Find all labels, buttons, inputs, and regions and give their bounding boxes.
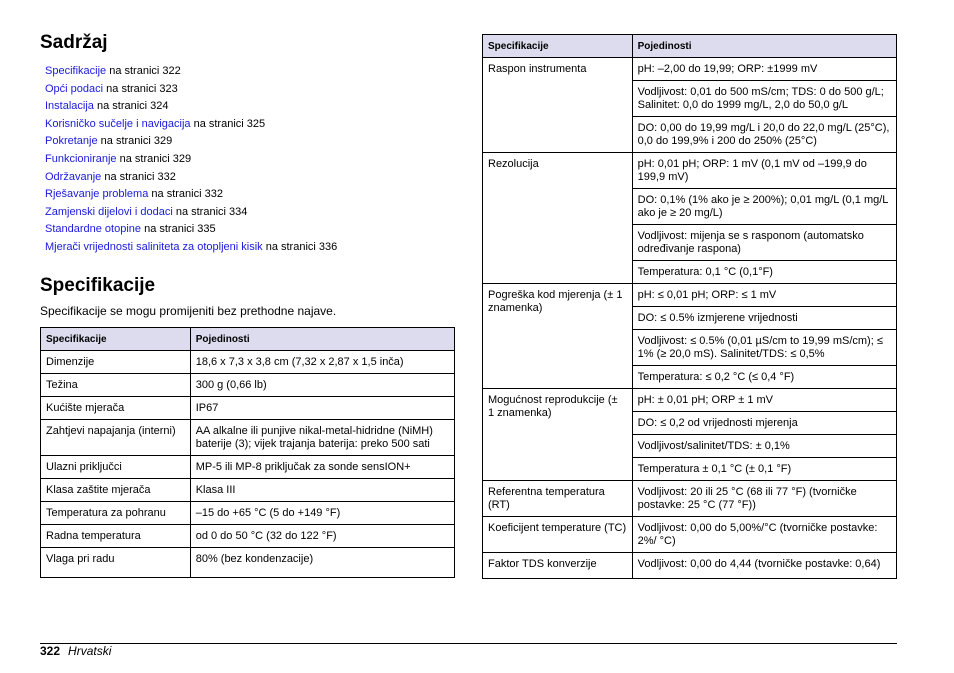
- spec-value: 300 g (0,66 lb): [190, 374, 454, 397]
- toc-link[interactable]: Mjerači vrijednosti saliniteta za otopljeni kisik: [45, 240, 263, 253]
- table-row: [41, 502, 455, 525]
- toc-page-ref: na stranici 322: [106, 65, 181, 77]
- spec-label: Raspon instrumenta: [483, 58, 633, 153]
- spec-label: Koeficijent temperature (TC): [483, 517, 633, 553]
- spec-label: Ulazni priključci: [41, 456, 191, 479]
- spec-value: Vodljivost: 20 ili 25 °C (68 ili 77 °F) (tvorničke postavke: 25 °C (77 °F)): [632, 481, 896, 517]
- toc-page-ref: na stranici 329: [116, 152, 192, 165]
- spec-label: Mogućnost reprodukcije (± 1 znamenka): [483, 389, 633, 481]
- toc-item[interactable]: [45, 117, 465, 135]
- general-specs-table: [40, 327, 455, 578]
- toc-page-ref: na stranici 329: [97, 135, 173, 148]
- spec-label: Dimenzije: [41, 351, 191, 374]
- toc-link[interactable]: Zamjenski dijelovi i dodaci: [45, 205, 173, 218]
- page-footer: [40, 644, 111, 658]
- spec-label: Radna temperatura: [41, 525, 191, 548]
- toc-item[interactable]: [45, 99, 465, 117]
- toc-item[interactable]: [45, 170, 465, 188]
- spec-value: Temperatura: 0,1 °C (0,1°F): [632, 261, 896, 284]
- table-of-contents: [45, 64, 465, 258]
- specs-note: Specifikacije se mogu promijeniti bez prethodne najave.: [40, 304, 337, 318]
- measurement-specs-table: [482, 34, 897, 579]
- spec-value: DO: 0,1% (1% ako je ≥ 200%); 0,01 mg/L (0,1 mg/L ako je ≥ 20 mg/L): [632, 189, 896, 225]
- toc-page-ref: na stranici 324: [93, 100, 169, 113]
- spec-label: Zahtjevi napajanja (interni): [41, 420, 191, 456]
- spec-value: Vodljivost: 0,01 do 500 mS/cm; TDS: 0 do 500 g/L; Salinitet: 0,0 do 1999 mg/L, 2,0 do 50,0 g/L: [632, 81, 896, 117]
- toc-link[interactable]: Korisničko sučelje i navigacija: [45, 117, 191, 130]
- spec-label: Pogreška kod mjerenja (± 1 znamenka): [483, 284, 633, 389]
- spec-value: Klasa III: [190, 479, 454, 502]
- spec-label: Vlaga pri radu: [41, 548, 191, 578]
- toc-page-ref: na stranici 332: [148, 188, 223, 201]
- spec-value: od 0 do 50 °C (32 do 122 °F): [190, 525, 454, 548]
- spec-label: Rezolucija: [483, 153, 633, 284]
- spec-value: Vodljivost: 0,00 do 5,00%/°C (tvorničke postavke: 2%/ °C): [632, 517, 896, 553]
- page-number: 322: [40, 644, 61, 658]
- spec-value: Temperatura: ≤ 0,2 °C (≤ 0,4 °F): [632, 366, 896, 389]
- table-row: [41, 374, 455, 397]
- toc-item[interactable]: [45, 152, 465, 170]
- toc-item[interactable]: [45, 222, 465, 240]
- table-header-row: [483, 35, 897, 58]
- spec-value: pH: –2,00 do 19,99; ORP: ±1999 mV: [632, 58, 896, 81]
- toc-link[interactable]: Rješavanje problema: [45, 188, 149, 201]
- table-row: [483, 153, 897, 189]
- toc-item[interactable]: [45, 64, 465, 82]
- toc-link[interactable]: Pokretanje: [45, 135, 98, 148]
- spec-value: Temperatura ± 0,1 °C (± 0,1 °F): [632, 458, 896, 481]
- table-row: [41, 456, 455, 479]
- table-row: [483, 481, 897, 517]
- specs-title: Specifikacije: [40, 275, 156, 296]
- toc-item[interactable]: [45, 134, 465, 152]
- toc-link[interactable]: Standardne otopine: [45, 223, 142, 236]
- contents-title: Sadržaj: [40, 32, 108, 53]
- table-row: [483, 553, 897, 579]
- spec-value: 80% (bez kondenzacije): [190, 548, 454, 578]
- spec-value: pH: ≤ 0,01 pH; ORP: ≤ 1 mV: [632, 284, 896, 307]
- footer-divider: [40, 643, 897, 644]
- table-row: [483, 389, 897, 412]
- toc-item[interactable]: [45, 240, 465, 258]
- table-row: [41, 351, 455, 374]
- spec-label: Temperatura za pohranu: [41, 502, 191, 525]
- spec-value: Vodljivost: ≤ 0.5% (0,01 µS/cm to 19,99 mS/cm); ≤ 1% (≥ 20,0 mS). Salinitet/TDS: ≤ 0,5%: [632, 330, 896, 366]
- spec-value: pH: ± 0,01 pH; ORP ± 1 mV: [632, 389, 896, 412]
- spec-value: DO: 0,00 do 19,99 mg/L i 20,0 do 22,0 mg/L (25°C), 0,0 do 199,9% i 200 do 250% (25°C): [632, 117, 896, 153]
- toc-item[interactable]: [45, 187, 465, 205]
- spec-value: MP-5 ili MP-8 priključak za sonde sensION+: [190, 456, 454, 479]
- spec-value: pH: 0,01 pH; ORP: 1 mV (0,1 mV od –199,9 do 199,9 mV): [632, 153, 896, 189]
- spec-label: Kućište mjerača: [41, 397, 191, 420]
- toc-link[interactable]: Opći podaci: [45, 82, 104, 95]
- spec-label: Faktor TDS konverzije: [483, 553, 633, 579]
- toc-item[interactable]: [45, 82, 465, 100]
- toc-link[interactable]: Funkcioniranje: [45, 152, 117, 165]
- table-row: [483, 517, 897, 553]
- spec-value: IP67: [190, 397, 454, 420]
- column-header: Pojedinosti: [632, 35, 896, 58]
- toc-link[interactable]: Specifikacije: [45, 65, 107, 77]
- column-header: Specifikacije: [483, 35, 633, 58]
- spec-value: 18,6 x 7,3 x 3,8 cm (7,32 x 2,87 x 1,5 inča): [190, 351, 454, 374]
- spec-value: Vodljivost/salinitet/TDS: ± 0,1%: [632, 435, 896, 458]
- toc-page-ref: na stranici 335: [141, 223, 216, 236]
- footer-language: Hrvatski: [68, 644, 112, 658]
- spec-value: DO: ≤ 0,2 od vrijednosti mjerenja: [632, 412, 896, 435]
- toc-page-ref: na stranici 336: [262, 240, 338, 253]
- toc-page-ref: na stranici 332: [101, 170, 176, 183]
- spec-value: AA alkalne ili punjive nikal-metal-hidridne (NiMH) baterije (3); vijek trajanja baterija: preko 500 sati: [190, 420, 454, 456]
- toc-link[interactable]: Instalacija: [45, 100, 94, 113]
- spec-label: Klasa zaštite mjerača: [41, 479, 191, 502]
- spec-label: Referentna temperatura (RT): [483, 481, 633, 517]
- spec-value: Vodljivost: 0,00 do 4,44 (tvorničke postavke: 0,64): [632, 553, 896, 579]
- spec-value: Vodljivost: mijenja se s rasponom (automatsko određivanje raspona): [632, 225, 896, 261]
- spec-value: DO: ≤ 0.5% izmjerene vrijednosti: [632, 307, 896, 330]
- toc-item[interactable]: [45, 205, 465, 223]
- toc-page-ref: na stranici 334: [172, 205, 248, 218]
- toc-page-ref: na stranici 323: [103, 82, 178, 95]
- table-row: [41, 479, 455, 502]
- table-row: [483, 284, 897, 307]
- spec-label: Težina: [41, 374, 191, 397]
- table-header-row: [41, 328, 455, 351]
- column-header: Specifikacije: [41, 328, 191, 351]
- table-row: [41, 420, 455, 456]
- table-row: [41, 397, 455, 420]
- toc-page-ref: na stranici 325: [190, 117, 266, 130]
- toc-link[interactable]: Održavanje: [45, 170, 102, 183]
- table-row: [41, 525, 455, 548]
- spec-value: –15 do +65 °C (5 do +149 °F): [190, 502, 454, 525]
- column-header: Pojedinosti: [190, 328, 454, 351]
- table-row: [41, 548, 455, 578]
- table-row: [483, 58, 897, 81]
